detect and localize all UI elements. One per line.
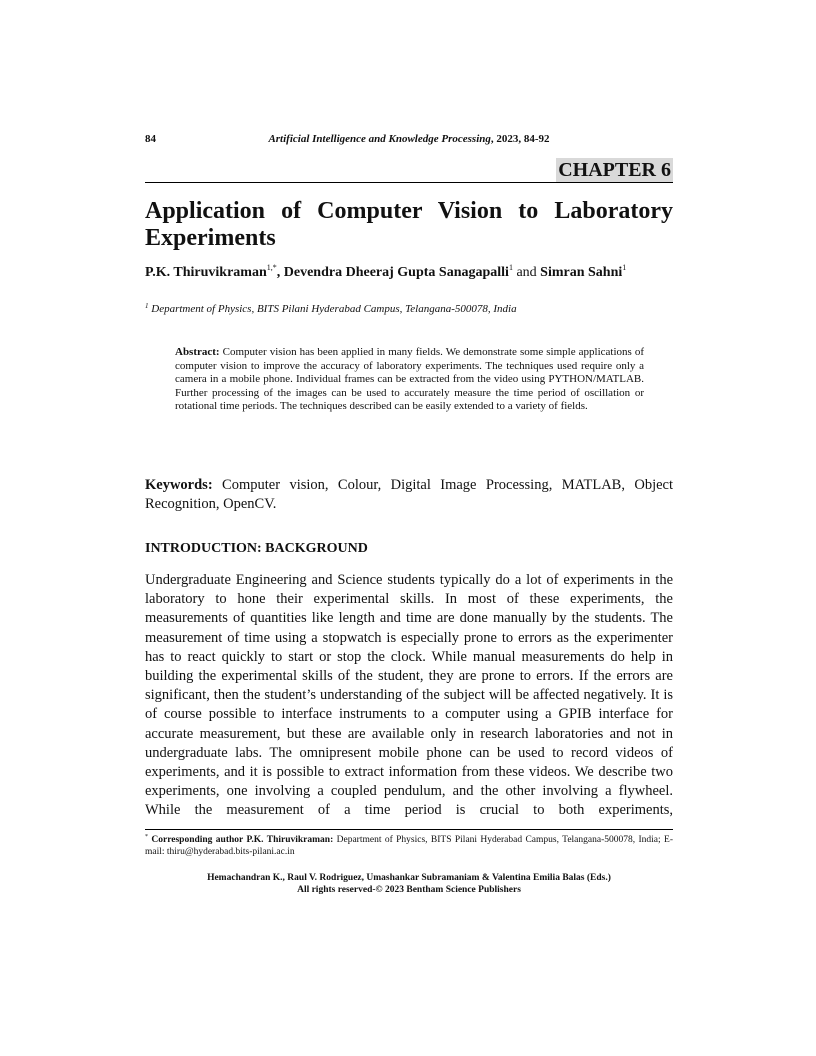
journal-name: Artificial Intelligence and Knowledge Processing xyxy=(268,133,491,145)
keywords-text: Computer vision, Colour, Digital Image Processing, MATLAB, Object Recognition, OpenCV. xyxy=(145,477,673,512)
chapter-label: CHAPTER 6 xyxy=(558,159,671,181)
footnote-text: Department of Physics, BITS Pilani Hyderabad Campus, Telangana-500078, India; E-mail: thiru@hyderabad.bits-pilani.ac.in xyxy=(145,835,673,857)
section-heading: INTRODUCTION: BACKGROUND xyxy=(145,541,368,556)
affiliation xyxy=(145,303,673,315)
author-2: Devendra Dheeraj Gupta Sanagapalli xyxy=(283,265,509,280)
author-3: Simran Sahni xyxy=(540,265,623,280)
author-separator: , xyxy=(276,265,284,280)
page-number: 84 xyxy=(145,133,156,145)
affiliation-text: Department of Physics, BITS Pilani Hyderabad Campus, Telangana-500078, India xyxy=(148,303,517,315)
editors-names: Hemachandran K., Raul V. Rodriguez, Umashankar Subramaniam & Valentina Emilia Balas (Eds.) xyxy=(207,873,611,883)
author-list xyxy=(145,264,673,282)
editors-credit xyxy=(145,872,673,896)
abstract xyxy=(175,346,644,414)
journal-year-pages: , 2023, 84-92 xyxy=(490,133,550,145)
footnote-marker: * xyxy=(145,834,148,840)
copyright-line: All rights reserved-© 2023 Bentham Science Publishers xyxy=(297,885,521,895)
abstract-label: Abstract: xyxy=(175,346,220,358)
affiliation-marker: 1 xyxy=(145,302,149,310)
chapter-divider xyxy=(145,182,673,183)
author-1: P.K. Thiruvikraman xyxy=(145,265,267,280)
footnote-label: Corresponding author P.K. Thiruvikraman: xyxy=(148,835,334,845)
keywords xyxy=(145,476,673,514)
abstract-text: Computer vision has been applied in many fields. We demonstrate some simple applications of computer vision to improve the accuracy of laboratory experiments. The techniques used require only a camera in a mobile phone. Individual frames can be extracted from the video using PYTHON/MATLAB. Further processing of the images can be used to accurately measure the time period of oscillation or rotational time periods. The techniques described can be easily extended to a variety of fields. xyxy=(175,346,644,412)
author-and: and xyxy=(512,265,541,280)
footnote-divider xyxy=(145,829,673,830)
author-2-marker: 1 xyxy=(508,263,513,272)
author-1-marker: 1,* xyxy=(266,263,277,272)
footnote xyxy=(145,834,673,858)
paper-title: Application of Computer Vision to Laboratory Experiments xyxy=(145,198,673,251)
running-header xyxy=(145,133,673,149)
author-3-marker: 1 xyxy=(622,263,627,272)
journal-citation xyxy=(145,133,673,145)
keywords-label: Keywords: xyxy=(145,477,213,493)
body-paragraph: Undergraduate Engineering and Science students typically do a lot of experiments in the laboratory to hone their experimental skills. In most of these experiments, the measurements of quantities like length and time are done manually by the students. The measurement of time using a stopwatch is especially prone to errors as the experimenter has to react quickly to start or stop the clock. While manual measurements do help in building the experimental skills of the student, they are prone to errors. If the errors are significant, then the student’s understanding of the subject will be affected negatively. It is of course possible to interface instruments to a computer using a GPIB interface for accurate measurement, but these are available only in research laboratories and not in undergraduate labs. The omnipresent mobile phone can be used to record videos of experiments, and it is possible to extract information from these videos. We describe two experiments, one involving a coupled pendulum, and the other involving a flywheel. While the measurement of a time period is crucial to both experiments, xyxy=(145,572,673,819)
chapter-banner xyxy=(145,158,673,184)
